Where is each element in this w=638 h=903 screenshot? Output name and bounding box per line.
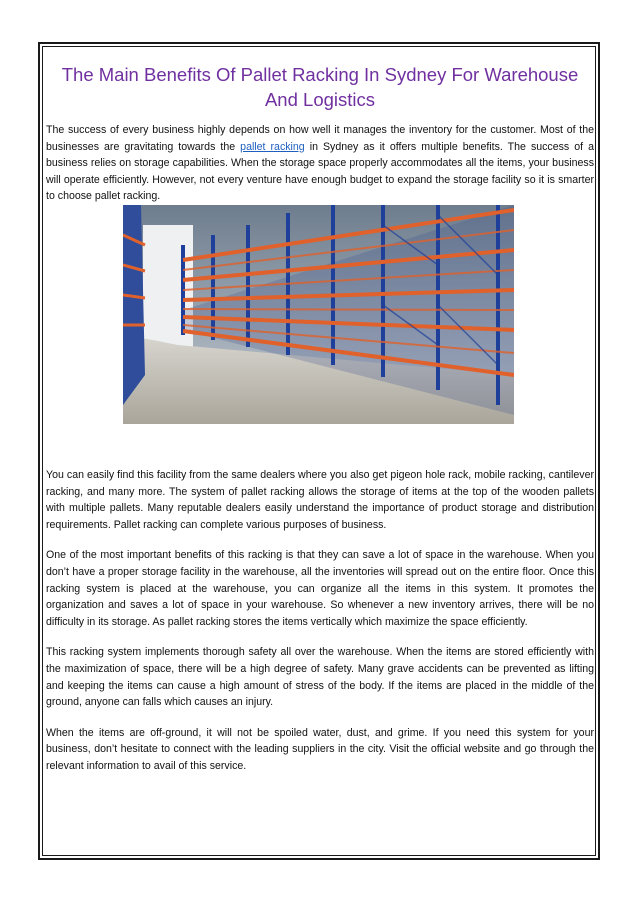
photo-container	[46, 205, 594, 467]
paragraph-conclusion: When the items are off-ground, it will not be spoiled water, dust, and grime. If you need this system for your business, don’t hesitate to connect with the leading suppliers in the city. Visit the official website and go through the relevant information to avail of this service.	[46, 726, 594, 772]
article-title: The Main Benefits Of Pallet Racking In Sydney For Warehouse And Logistics	[61, 64, 579, 110]
article	[46, 62, 594, 774]
intro-text-after-link: in Sydney as it offers multiple benefits. The success of a business relies on storage capabilities. When the storage space properly accommodates all the items, your business will operate efficiently. However, not every venture have enough budget to expand the storage facility so it is smarter to choose pallet racking.	[46, 140, 595, 203]
paragraph-safety: This racking system implements thorough safety all over the warehouse. When the items are stored efficiently with the maximization of space, there will be a high degree of safety. Many grave accidents can be prevented as lifting and keeping the items can cause a high amount of stress of the body. If the items are placed in the middle of the ground, anyone can falls which causes an injury.	[46, 646, 594, 709]
paragraph-space-saving: One of the most important benefits of this racking is that they can save a lot of space in the warehouse. When you don’t have a proper storage facility in the warehouse, all the inventories will spread out on the entire floor. Once this racking system is placed at the warehouse, you can organize all the items in this system. It promotes the organization and saves a lot of space in your warehouse. So whenever a new inventory arrives, there will be no difficulty in its storage. As pallet racking stores the items vertically which maximize the space efficiently.	[46, 549, 594, 628]
intro-text-before-link: The success of every business highly depends on how well it manages the inventory for the customer. Most of the businesses are gravitating towards the	[46, 124, 594, 153]
warehouse-racking-photo	[123, 205, 514, 424]
paragraph-dealers: You can easily find this facility from the same dealers where you also get pigeon hole rack, mobile racking, cantilever racking, and many more. The system of pallet racking allows the storage of items at the top of the wooden pallets with multiple pallets. Many reputable dealers easily understand the importance of product storage and distribution requirements. Pallet racking can complete various purposes of business.	[46, 468, 594, 531]
paragraph-intro	[46, 122, 594, 205]
pallet-racking-link[interactable]: pallet racking	[240, 140, 305, 153]
